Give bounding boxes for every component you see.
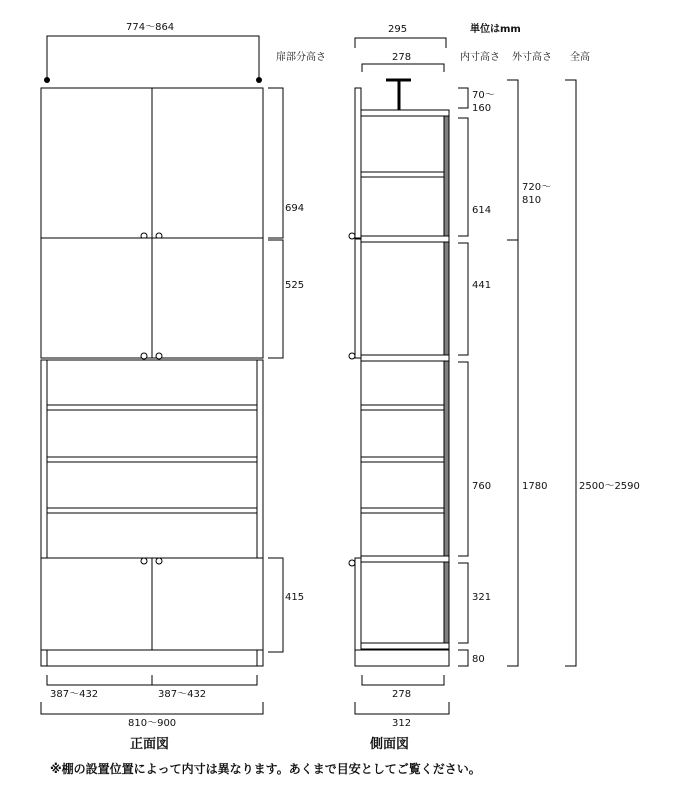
outer-height-upper-line1: 720～ [522,182,552,193]
knob [141,353,147,359]
side-door-edge [355,88,361,238]
top-depth-inner-label: 278 [392,52,412,63]
knob [349,233,355,239]
knob [156,558,162,564]
side-view-title: 側面図 [370,737,410,752]
bottom-board [361,643,449,649]
top-board [361,110,449,116]
total-height-bracket [565,80,576,666]
adjuster-right-knob [256,77,262,83]
lower-door-left [41,558,152,650]
inner-height-6: 80 [472,654,485,665]
shelf-board [361,172,444,177]
bottom-depth-outer-label: 312 [392,718,412,729]
inner-height-top-line1: 70～ [472,90,495,101]
lower-door-right [152,558,263,650]
inner-height-4: 760 [472,481,492,492]
top-width-dimension [47,36,259,60]
shelf-board [361,457,444,462]
knob [349,560,355,566]
middle-door-right [152,238,263,358]
side-plinth [355,650,449,666]
upper-door-right [152,88,263,238]
outer-height-header: 外寸高さ [512,52,552,63]
door-height-bracket-lower [268,558,283,652]
total-height-label: 2500～2590 [579,481,640,492]
bottom-depth-inner-label: 278 [392,689,412,700]
bottom-depth-outer-dimension [355,702,449,714]
inner-height-header: 内寸高さ [460,52,500,63]
fixed-shelf [361,556,449,562]
half-width-left: 387～432 [50,689,99,700]
top-depth-outer-dimension [355,38,446,48]
fixed-shelf [361,236,449,242]
top-depth-inner-dimension [362,64,444,72]
shelf-board [47,457,257,462]
front-view [41,22,304,752]
outer-height-bracket-upper [507,80,518,240]
outer-height-lower: 1780 [522,481,548,492]
door-height-bracket-upper [268,88,283,238]
plinth [41,650,263,666]
side-view [349,24,640,752]
total-width-label: 810～900 [128,718,177,729]
outer-height-bracket-lower [507,240,518,666]
inner-height-bracket [458,88,468,108]
knob [349,353,355,359]
outer-height-upper-line2: 810 [522,195,542,206]
side-door-edge [355,239,361,358]
shelf-board [361,405,444,410]
middle-door-left [41,238,152,358]
total-width-dimension [41,702,263,714]
side-carcass [361,110,444,650]
total-height-header: 全高 [570,52,590,63]
shelf-board [361,508,444,513]
inner-height-3: 441 [472,280,492,291]
inner-height-top-line2: 160 [472,103,492,114]
shelf-board [47,508,257,513]
knob [141,558,147,564]
inner-height-bracket [458,650,468,666]
inner-height-bracket [458,243,468,355]
half-width-right: 387～432 [158,689,207,700]
inner-height-2: 614 [472,205,492,216]
inner-height-5: 321 [472,592,492,603]
bottom-depth-inner-dimension [362,675,444,685]
upper-door-left [41,88,152,238]
shelf-board [47,405,257,410]
knob [156,353,162,359]
front-view-title: 正面図 [130,737,170,752]
adjuster-left-knob [44,77,50,83]
inner-height-bracket [458,118,468,236]
inner-height-bracket [458,563,468,643]
unit-label: 単位はmm [470,24,521,35]
top-depth-outer-label: 295 [388,24,408,35]
door-height-upper: 694 [285,203,305,214]
door-height-lower: 415 [285,592,305,603]
fixed-shelf [361,355,449,361]
door-height-header: 扉部分高さ [276,52,326,63]
door-height-bracket-middle [268,240,283,358]
footnote: ※棚の設置位置によって内寸は異なります。あくまで目安としてご覧ください。 [50,762,481,776]
back-panel [444,110,449,650]
side-door-edge [355,558,361,650]
inner-height-bracket [458,362,468,556]
door-height-middle: 525 [285,280,305,291]
top-width-label: 774～864 [126,22,175,33]
